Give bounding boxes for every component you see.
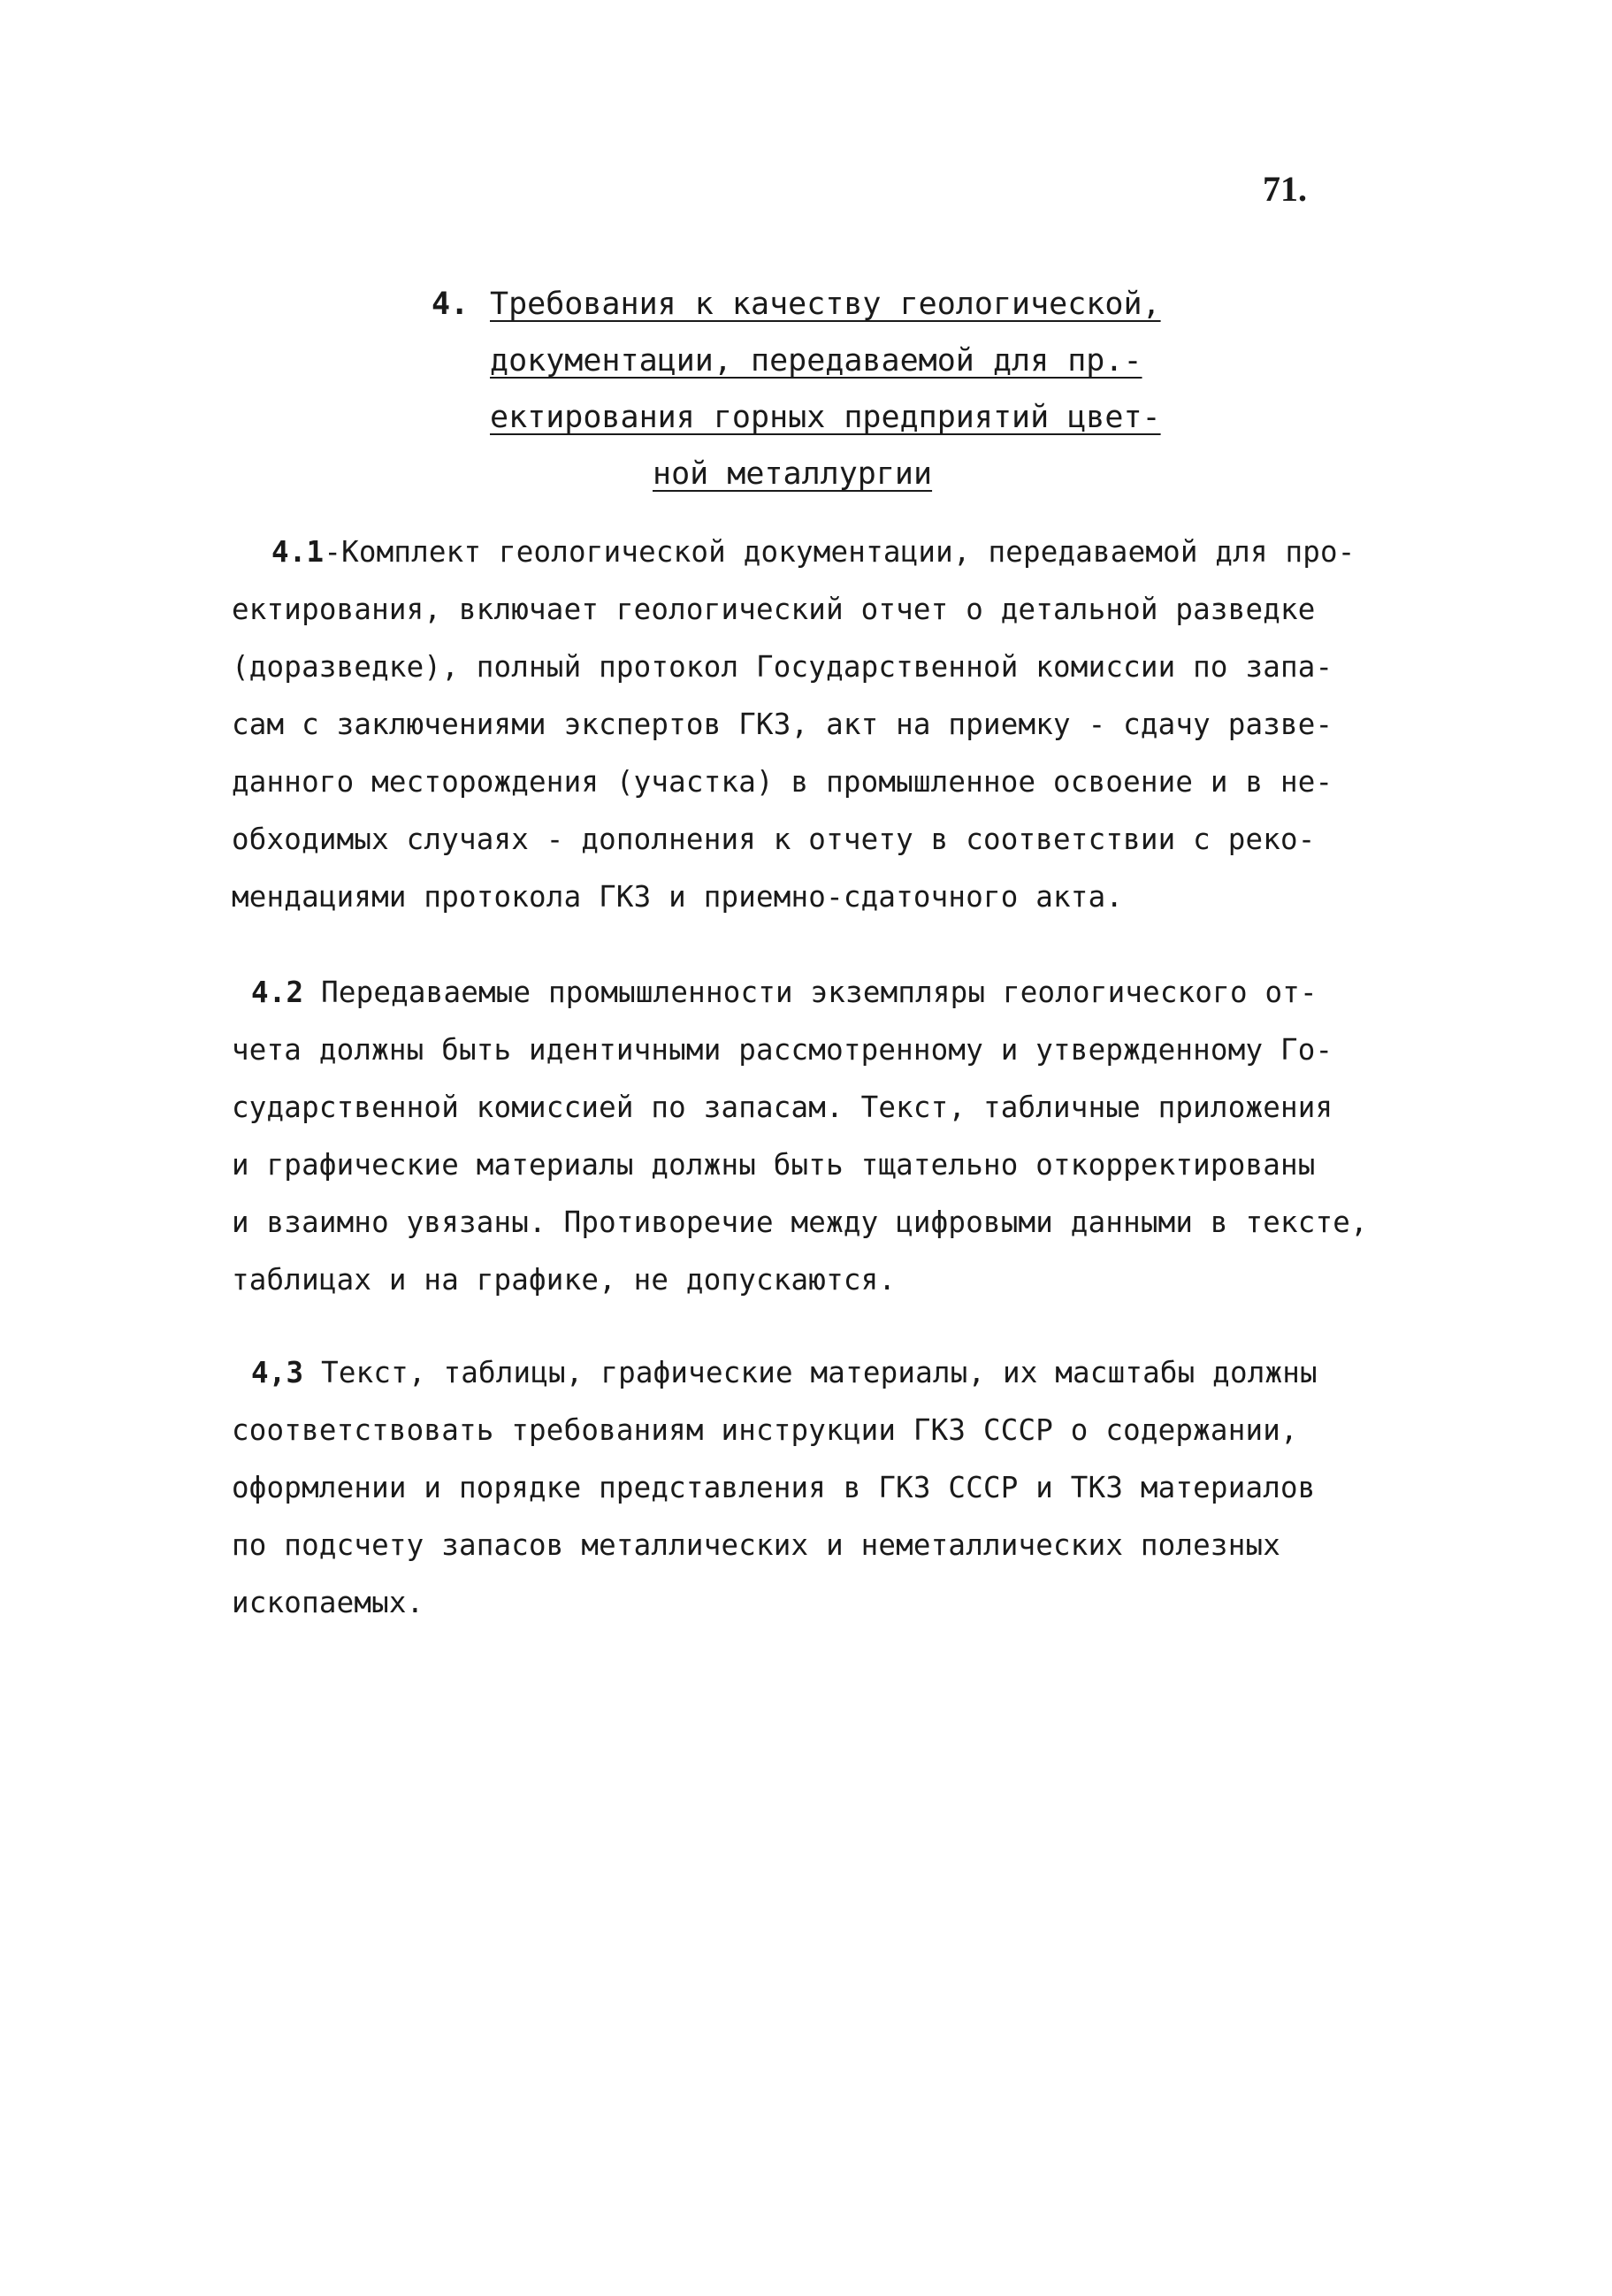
paragraph-line: данного месторождения (участка) в промышленное освоение и в не- (232, 765, 1333, 799)
heading-text: документации, передаваемой для пр.- (490, 343, 1142, 379)
paragraph-line: и взаимно увязаны. Противоречие между цифровыми данными в тексте, (232, 1205, 1368, 1239)
paragraph-line (232, 524, 1372, 581)
paragraph-line: (доразведке), полный протокол Государственной комиссии по запа- (232, 650, 1333, 684)
paragraph-text: Передаваемые промышленности экземпляры геологического от- (303, 976, 1318, 1009)
paragraph-number: 4.1 (271, 535, 325, 569)
section-heading (432, 276, 1161, 502)
paragraph-line: соответствовать требованиям инструкции ГКЗ СССР о содержании, (232, 1413, 1298, 1447)
paragraph-4-3 (232, 1344, 1372, 1632)
heading-line (432, 389, 1161, 446)
heading-line (432, 333, 1157, 389)
paragraph-text: -Комплект геологической документации, передаваемой для про- (324, 535, 1356, 569)
heading-text: ектирования горных предприятий цвет- (490, 400, 1161, 435)
paragraph-line: по подсчету запасов металлических и неметаллических полезных (232, 1528, 1280, 1562)
paragraph-line: и графические материалы должны быть тщательно откорректированы (232, 1148, 1316, 1182)
paragraph-number: 4,3 (251, 1356, 304, 1389)
paragraph-line (232, 1344, 1372, 1402)
page-number: 71. (1263, 169, 1307, 209)
paragraph-4-1 (232, 524, 1372, 926)
paragraph-line: мендациями протокола ГКЗ и приемно-сдаточного акта. (232, 880, 1124, 914)
paragraph-line: сам с заключениями экспертов ГКЗ, акт на приемку - сдачу разве- (232, 708, 1333, 741)
paragraph-line: обходимых случаях - дополнения к отчету в соответствии с реко- (232, 823, 1316, 856)
paragraph-text: Текст, таблицы, графические материалы, их масштабы должны (303, 1356, 1318, 1389)
paragraph-line: ектирования, включает геологический отчет о детальной разведке (232, 593, 1316, 626)
heading-line (432, 276, 1161, 333)
heading-line (432, 446, 1157, 502)
paragraph-line: оформлении и порядке представления в ГКЗ СССР и ТКЗ материалов (232, 1471, 1316, 1504)
paragraph-line (232, 964, 1372, 1022)
paragraph-line: таблицах и на графике, не допускаются. (232, 1263, 897, 1297)
heading-text: Требования к качеству геологической, (490, 287, 1161, 322)
paragraph-line: ископаемых. (232, 1586, 424, 1619)
paragraph-4-2 (232, 964, 1372, 1309)
heading-number: 4. (432, 287, 470, 322)
paragraph-line: сударственной комиссией по запасам. Текст, табличные приложения (232, 1091, 1333, 1124)
paragraph-number: 4.2 (251, 976, 304, 1009)
heading-text: ной металлургии (653, 456, 933, 492)
paragraph-line: чета должны быть идентичными рассмотренному и утвержденному Го- (232, 1033, 1333, 1067)
